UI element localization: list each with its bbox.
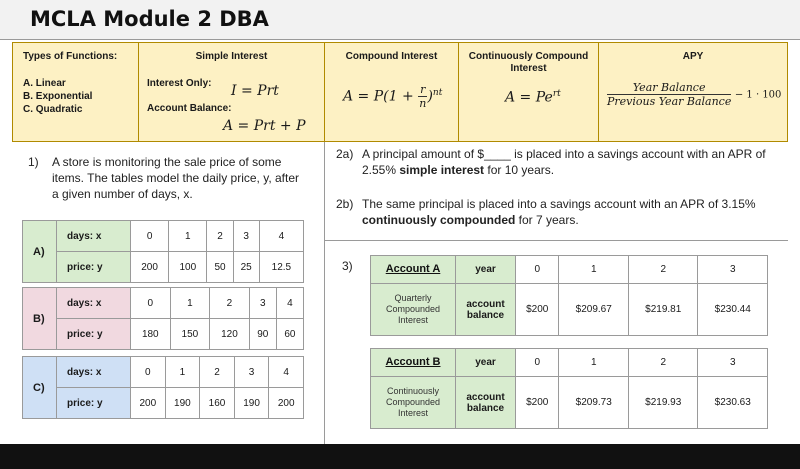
table-cell: 25: [233, 252, 259, 283]
table-cell: 1: [165, 357, 200, 388]
continuous-interest-formula: [505, 89, 561, 106]
table-cell: 3: [698, 349, 768, 377]
continuous-formula-base: A = Pe: [505, 89, 553, 106]
simple-interest-title: Simple Interest: [195, 51, 268, 62]
interest-only-formula: I = Prt: [231, 83, 279, 99]
table-row: [371, 284, 768, 336]
type-item: A. Linear: [23, 78, 66, 89]
table-cell: 0: [131, 221, 169, 252]
table-row: [23, 221, 304, 252]
table-cell: 150: [170, 319, 210, 350]
q2a-text-before: A principal amount of $____ is placed into a savings account with an APR of 2.55%: [362, 147, 766, 177]
compound-interest-formula: [343, 83, 442, 110]
table-cell: 3: [234, 357, 269, 388]
compound-interest-title: Compound Interest: [345, 51, 438, 62]
table-cell: 200: [269, 388, 304, 419]
table-cell: 90: [249, 319, 276, 350]
table-cell: 120: [210, 319, 250, 350]
table-a: [22, 220, 304, 283]
type-item: C. Quadratic: [23, 104, 83, 115]
apy-fraction: [607, 81, 731, 108]
table-row: [23, 357, 304, 388]
days-label: days: x: [57, 288, 131, 319]
table-cell: 1: [170, 288, 210, 319]
compound-formula-right: ): [427, 88, 433, 105]
apy-formula: [607, 81, 781, 108]
table-cell: 12.5: [259, 252, 303, 283]
account-balance-formula: A = Prt + P: [223, 118, 306, 134]
continuous-interest-title: Continuously Compound Interest: [468, 51, 589, 74]
simple-interest-box: [138, 42, 324, 142]
table-cell: 0: [516, 349, 559, 377]
table-cell: 180: [131, 319, 171, 350]
account-name: Account B: [385, 356, 441, 368]
account-a-table: [370, 255, 768, 336]
table-cell: 2: [628, 256, 698, 284]
compound-formula-left: A = P(1 +: [343, 88, 414, 105]
q2a-number: 2a): [336, 147, 354, 161]
table-b: [22, 287, 304, 350]
table-cell: $209.73: [559, 377, 629, 429]
table-c: [22, 356, 304, 419]
table-cell: 100: [169, 252, 207, 283]
types-list: [13, 77, 138, 116]
types-title: Types of Functions:: [23, 51, 118, 62]
table-row: [23, 319, 304, 350]
table-cell: 160: [200, 388, 235, 419]
table-cell: 200: [131, 252, 169, 283]
table-cell: $219.93: [628, 377, 698, 429]
table-cell: 2: [207, 221, 233, 252]
account-balance-label: Account Balance:: [147, 103, 232, 114]
table-cell: 3: [249, 288, 276, 319]
q2b-number: 2b): [336, 197, 354, 211]
table-letter: C): [23, 357, 57, 419]
horizontal-divider: [324, 240, 788, 241]
price-label: price: y: [57, 388, 131, 419]
table-cell: 3: [698, 256, 768, 284]
year-label: year: [456, 349, 516, 377]
apy-frac-num: Year Balance: [607, 81, 731, 95]
table-cell: 1: [169, 221, 207, 252]
table-cell: $230.63: [698, 377, 768, 429]
table-row: [371, 256, 768, 284]
continuous-interest-box: [458, 42, 598, 142]
apy-title: APY: [682, 51, 704, 62]
table-cell: 60: [276, 319, 303, 350]
year-label: year: [456, 256, 516, 284]
account-desc: Quarterly Compounded Interest: [371, 284, 456, 336]
table-cell: 0: [131, 357, 166, 388]
table-cell: 1: [559, 349, 629, 377]
table-row: [371, 377, 768, 429]
table-cell: 0: [131, 288, 171, 319]
balance-label: account balance: [456, 377, 516, 429]
table-letter: A): [23, 221, 57, 283]
q2b-text-after: for 7 years.: [515, 213, 579, 227]
table-cell: 190: [234, 388, 269, 419]
q2b-bold: continuously compounded: [362, 213, 516, 227]
q2a-text: [362, 146, 777, 178]
page-title: MCLA Module 2 DBA: [30, 7, 269, 31]
price-label: price: y: [57, 252, 131, 283]
q1-number: 1): [28, 155, 39, 169]
q2a-bold: simple interest: [399, 163, 485, 177]
apy-frac-den: Previous Year Balance: [607, 95, 732, 108]
balance-label: account balance: [456, 284, 516, 336]
compound-frac-den: n: [419, 97, 427, 110]
days-label: days: x: [57, 357, 131, 388]
account-name: Account A: [385, 263, 441, 275]
table-cell: 200: [131, 388, 166, 419]
table-cell: 4: [269, 357, 304, 388]
table-cell: 4: [259, 221, 303, 252]
price-label: price: y: [57, 319, 131, 350]
compound-exponent: nt: [432, 87, 443, 98]
table-cell: 2: [628, 349, 698, 377]
table-cell: $200: [516, 377, 559, 429]
compound-interest-box: [324, 42, 458, 142]
table-row: [371, 349, 768, 377]
q1-text: A store is monitoring the sale price of some items. The tables model the daily price, y, after a given number of days, x.: [52, 155, 300, 201]
table-row: [23, 252, 304, 283]
table-cell: 50: [207, 252, 233, 283]
table-cell: 3: [233, 221, 259, 252]
table-row: [23, 288, 304, 319]
account-desc: Continuously Compounded Interest: [371, 377, 456, 429]
interest-only-label: Interest Only:: [147, 78, 212, 89]
bottom-bar: [0, 444, 800, 469]
table-cell: $200: [516, 284, 559, 336]
table-cell: 1: [559, 256, 629, 284]
q2b-text: [362, 196, 777, 228]
table-cell: 0: [516, 256, 559, 284]
type-item: B. Exponential: [23, 91, 93, 102]
title-bar: [0, 0, 800, 40]
q2b-text-before: The same principal is placed into a savings account with an APR of 3.15%: [362, 197, 756, 211]
table-cell: 2: [200, 357, 235, 388]
compound-frac-num: r: [420, 83, 426, 96]
table-cell: 2: [210, 288, 250, 319]
account-name-cell: [371, 349, 456, 377]
table-cell: 4: [276, 288, 303, 319]
apy-formula-tail: − 1 · 100: [734, 89, 782, 101]
table-letter: B): [23, 288, 57, 350]
table-row: [23, 388, 304, 419]
days-label: days: x: [57, 221, 131, 252]
account-b-table: [370, 348, 768, 429]
apy-box: [598, 42, 788, 142]
q3-number: 3): [342, 259, 353, 273]
continuous-exponent: rt: [552, 89, 561, 99]
table-cell: $209.67: [559, 284, 629, 336]
vertical-divider: [324, 142, 325, 444]
q2a-text-after: for 10 years.: [484, 163, 555, 177]
account-name-cell: [371, 256, 456, 284]
types-of-functions-box: [12, 42, 138, 142]
table-cell: $230.44: [698, 284, 768, 336]
table-cell: $219.81: [628, 284, 698, 336]
table-cell: 190: [165, 388, 200, 419]
